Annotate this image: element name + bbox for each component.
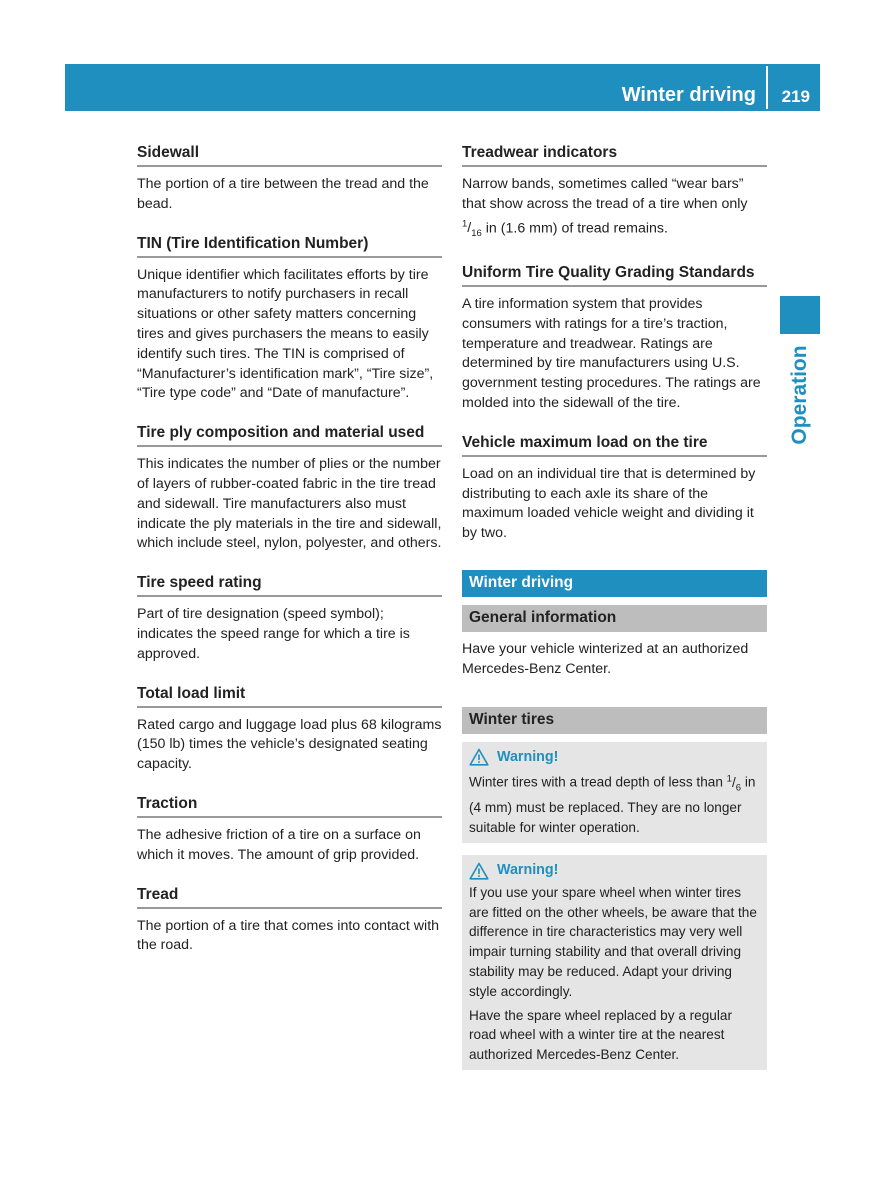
section-heading: Tread bbox=[137, 886, 442, 909]
section-body: Part of tire designation (speed symbol); indicates the speed range for which a tire is approved. bbox=[137, 606, 410, 662]
definition-tire-ply bbox=[137, 424, 442, 554]
section-body: Load on an individual tire that is determined by distributing to each axle its share of the maximum loaded vehicle weight and dividing it by two. bbox=[462, 465, 756, 542]
body-text: in (1.6 mm) of tread remains. bbox=[485, 220, 668, 237]
side-tab-marker bbox=[780, 296, 820, 334]
section-body: The portion of a tire that comes into contact with the road. bbox=[137, 917, 440, 954]
warning-box-spare-wheel bbox=[462, 855, 767, 1070]
warning-text bbox=[469, 769, 760, 838]
warning-box-tread-depth bbox=[462, 742, 767, 843]
fraction-one-sixth bbox=[726, 773, 742, 794]
section-heading: Tire speed rating bbox=[137, 574, 442, 597]
definition-tread bbox=[137, 886, 442, 957]
section-body: Unique identifier which facilitates efforts by tire manufacturers to notify purchasers in recall situations or other safety matters concerning tires and gives purchasers the means to easily identify such tires. The TIN is comprised of “Manufacturer’s identification mark”, “Tire size”, “Tire type code” and “Date of manufacture”. bbox=[137, 266, 434, 402]
warning-text: Have the spare wheel replaced by a regular road wheel with a winter tire at the nearest authorized Mercedes-Benz Center. bbox=[469, 1007, 732, 1063]
header-divider bbox=[766, 66, 768, 109]
definition-sidewall bbox=[137, 144, 442, 215]
fraction-slash: / bbox=[467, 220, 472, 237]
definition-traction bbox=[137, 795, 442, 866]
side-chapter-label: Operation bbox=[788, 345, 811, 445]
fraction-denominator: 16 bbox=[471, 228, 482, 240]
section-heading: Traction bbox=[137, 795, 442, 818]
section-heading: Sidewall bbox=[137, 144, 442, 167]
section-body: A tire information system that provides consumers with ratings for a tire’s traction, temperature and treadwear. Ratings are determined by tire manufacturers using U.S. government testing procedures. The ratings are molded into the sidewall of the tire. bbox=[462, 295, 761, 411]
definition-tin bbox=[137, 235, 442, 405]
definition-total-load-limit bbox=[137, 685, 442, 775]
warning-header bbox=[469, 748, 760, 768]
section-heading: Treadwear indicators bbox=[462, 144, 767, 167]
section-body: The adhesive friction of a tire on a surface on which it moves. The amount of grip provided. bbox=[137, 826, 421, 863]
definition-vehicle-max-load bbox=[462, 434, 767, 544]
definition-utqgs bbox=[462, 264, 767, 414]
fraction-one-sixteenth bbox=[462, 218, 482, 240]
left-column bbox=[137, 144, 442, 976]
warning-label: Warning! bbox=[497, 748, 559, 765]
section-heading: TIN (Tire Identification Number) bbox=[137, 235, 442, 258]
definition-treadwear bbox=[462, 144, 767, 244]
body-text: Winter tires with a tread depth of less than bbox=[469, 774, 723, 790]
section-body: The portion of a tire between the tread and the bead. bbox=[137, 176, 429, 212]
section-heading: Total load limit bbox=[137, 685, 442, 708]
section-body: Rated cargo and luggage load plus 68 kilograms (150 lb) times the vehicle’s designated seating capacity. bbox=[137, 716, 442, 773]
general-information-heading: General information bbox=[462, 605, 767, 632]
page-number: 219 bbox=[781, 87, 810, 106]
fraction-denominator: 6 bbox=[735, 782, 742, 794]
fraction-numerator: 1 bbox=[462, 218, 468, 230]
section-heading: Vehicle maximum load on the tire bbox=[462, 434, 767, 457]
winter-driving-heading: Winter driving bbox=[462, 570, 767, 597]
general-information-body: Have your vehicle winterized at an authorized Mercedes-Benz Center. bbox=[462, 640, 749, 677]
body-text: Narrow bands, sometimes called “wear bars” that show across the tread of a tire when only bbox=[462, 176, 748, 212]
page-header bbox=[65, 64, 820, 111]
fraction-slash: / bbox=[731, 774, 736, 790]
warning-text: If you use your spare wheel when winter tires are fitted on the other wheels, be aware that the difference in tire characteristics may very well impair turning stability and that overall driving stability may be reduced. Adapt your driving style accordingly. bbox=[469, 884, 757, 999]
definition-speed-rating bbox=[137, 574, 442, 664]
winter-tires-heading: Winter tires bbox=[462, 707, 767, 734]
warning-label: Warning! bbox=[497, 861, 559, 878]
fraction-numerator: 1 bbox=[726, 773, 732, 785]
section-body: This indicates the number of plies or the number of layers of rubber-coated fabric in the tire tread and sidewall. Tire manufacturers also must indicate the ply materials in the tire and sidewall, which include steel, nylon, polyester, and others. bbox=[137, 456, 442, 552]
section-body bbox=[462, 175, 767, 244]
right-column bbox=[462, 144, 767, 1070]
section-heading: Uniform Tire Quality Grading Standards bbox=[462, 264, 767, 287]
header-title: Winter driving bbox=[621, 84, 756, 106]
warning-header bbox=[469, 861, 760, 881]
warning-triangle-icon bbox=[469, 862, 489, 880]
warning-triangle-icon bbox=[469, 748, 489, 766]
section-heading: Tire ply composition and material used bbox=[137, 424, 442, 447]
body-text: in (4 mm) must be replaced. They are no longer suitable for winter operation. bbox=[469, 774, 756, 836]
